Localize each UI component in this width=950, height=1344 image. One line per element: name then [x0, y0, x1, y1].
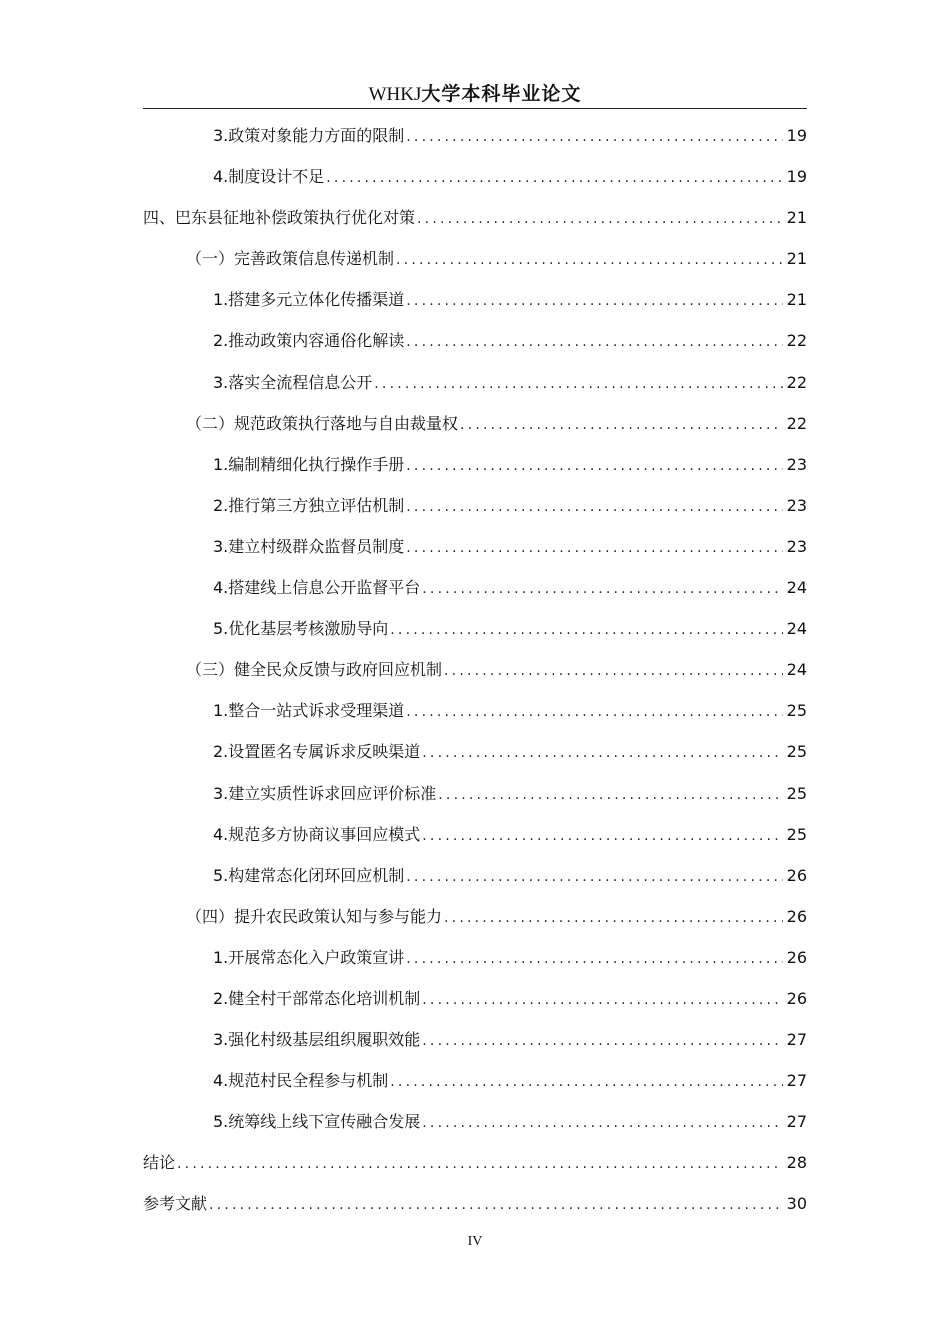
toc-entry-title: 1.整合一站式诉求受理渠道 [213, 701, 405, 721]
toc-entry[interactable] [143, 281, 807, 322]
toc-entry[interactable] [143, 158, 807, 199]
header-text: 大学本科毕业论文 [421, 83, 582, 105]
toc-dot-leader [406, 488, 782, 526]
toc-entry-page: 21 [786, 249, 807, 269]
toc-entry-title: 3.建立实质性诉求回应评价标准 [213, 783, 437, 803]
toc-entry-page: 22 [786, 372, 807, 392]
toc-dot-leader [406, 529, 782, 567]
toc-dot-leader [390, 611, 782, 649]
toc-entry[interactable] [143, 857, 807, 898]
toc-entry-title: 2.推行第三方独立评估机制 [213, 495, 405, 515]
toc-entry-page: 22 [786, 413, 807, 433]
toc-entry-title: （三）健全民众反馈与政府回应机制 [186, 660, 443, 680]
toc-entry-page: 24 [786, 660, 807, 680]
toc-entry-page: 23 [786, 536, 807, 556]
toc-dot-leader [422, 570, 782, 608]
toc-dot-leader [406, 323, 782, 361]
toc-dot-leader [422, 1022, 782, 1060]
toc-dot-leader [444, 652, 783, 690]
toc-entry-page: 27 [786, 1030, 807, 1050]
toc-entry-title: 3.建立村级群众监督员制度 [213, 536, 405, 556]
toc-entry-page: 19 [786, 126, 807, 145]
toc-entry[interactable] [143, 1021, 807, 1062]
toc-dot-leader [326, 159, 782, 197]
toc-dot-leader [438, 776, 782, 814]
toc-entry-title: 3.落实全流程信息公开 [213, 372, 373, 392]
toc-entry-page: 21 [786, 290, 807, 310]
toc-dot-leader [406, 693, 782, 731]
toc-dot-leader [396, 241, 783, 279]
toc-dot-leader [422, 1104, 782, 1142]
toc-entry-page: 25 [786, 824, 807, 844]
toc-entry[interactable] [143, 528, 807, 569]
toc-entry-page: 26 [786, 947, 807, 967]
toc-entry-page: 19 [786, 167, 807, 187]
toc-dot-leader [460, 406, 783, 444]
toc-entry-title: 3.强化村级基层组织履职效能 [213, 1030, 421, 1050]
toc-entry[interactable] [143, 651, 807, 692]
toc-entry[interactable] [143, 610, 807, 651]
toc-entry-title: 结论 [143, 1153, 176, 1173]
toc-entry[interactable] [143, 980, 807, 1021]
page-number: IV [467, 1234, 483, 1249]
toc-entry-title: 3.政策对象能力方面的限制 [213, 126, 405, 145]
toc-dot-leader [444, 899, 783, 937]
toc-entry-page: 24 [786, 578, 807, 598]
toc-entry-title: 1.编制精细化执行操作手册 [213, 454, 405, 474]
toc-entry[interactable] [143, 446, 807, 487]
toc-entry-page: 22 [786, 331, 807, 351]
toc-entry-page: 23 [786, 454, 807, 474]
toc-entry-title: （四）提升农民政策认知与参与能力 [186, 906, 443, 926]
toc-entry[interactable] [143, 405, 807, 446]
toc-dot-leader [209, 1186, 783, 1224]
toc-dot-leader [417, 200, 783, 238]
toc-entry-page: 25 [786, 701, 807, 721]
toc-entry[interactable] [143, 939, 807, 980]
toc-entry-page: 30 [786, 1194, 807, 1214]
toc-entry-page: 23 [786, 495, 807, 515]
toc-entry[interactable] [143, 199, 807, 240]
toc-entry[interactable] [143, 117, 807, 158]
toc-dot-leader [406, 282, 782, 320]
toc-entry-page: 26 [786, 865, 807, 885]
toc-entry[interactable] [143, 1062, 807, 1103]
toc-entry-page: 26 [786, 988, 807, 1008]
toc-entry[interactable] [143, 775, 807, 816]
toc-dot-leader [422, 981, 782, 1019]
toc-entry[interactable] [143, 487, 807, 528]
toc-entry-title: 5.构建常态化闭环回应机制 [213, 865, 405, 885]
toc-entry-title: 4.规范多方协商议事回应模式 [213, 824, 421, 844]
toc-entry-page: 25 [786, 783, 807, 803]
toc-entry[interactable] [143, 322, 807, 363]
toc-dot-leader [406, 858, 782, 896]
table-of-contents [143, 117, 807, 1227]
toc-entry-title: 4.搭建线上信息公开监督平台 [213, 578, 421, 598]
toc-entry-title: 1.搭建多元立体化传播渠道 [213, 290, 405, 310]
toc-entry-title: 5.优化基层考核激励导向 [213, 619, 389, 639]
toc-entry-title: 四、巴东县征地补偿政策执行优化对策 [143, 208, 416, 228]
toc-entry-page: 24 [786, 619, 807, 639]
toc-entry[interactable] [143, 692, 807, 733]
toc-entry-page: 27 [786, 1112, 807, 1132]
toc-entry[interactable] [143, 733, 807, 774]
toc-dot-leader [406, 447, 782, 485]
toc-entry-title: 4.规范村民全程参与机制 [213, 1071, 389, 1091]
toc-entry[interactable] [143, 364, 807, 405]
toc-entry[interactable] [143, 1185, 807, 1226]
page-header [143, 80, 807, 109]
header-title [369, 80, 582, 109]
toc-entry-title: 参考文献 [143, 1194, 208, 1214]
toc-entry-title: 2.健全村干部常态化培训机制 [213, 988, 421, 1008]
toc-entry-page: 25 [786, 742, 807, 762]
toc-dot-leader [406, 118, 782, 156]
toc-entry-title: 2.推动政策内容通俗化解读 [213, 331, 405, 351]
toc-entry-title: 4.制度设计不足 [213, 167, 325, 187]
toc-dot-leader [374, 365, 782, 403]
toc-entry-title: 5.统筹线上线下宣传融合发展 [213, 1112, 421, 1132]
header-code: WHKJ [368, 84, 422, 105]
toc-dot-leader [422, 817, 782, 855]
toc-entry-title: 1.开展常态化入户政策宣讲 [213, 947, 405, 967]
toc-entry[interactable] [143, 816, 807, 857]
toc-dot-leader [177, 1145, 783, 1183]
toc-dot-leader [406, 940, 782, 978]
toc-entry-title: （一）完善政策信息传递机制 [186, 249, 395, 269]
toc-entry-page: 28 [786, 1153, 807, 1173]
toc-entry-page: 26 [786, 906, 807, 926]
toc-entry-title: （二）规范政策执行落地与自由裁量权 [186, 413, 459, 433]
toc-entry-title: 2.设置匿名专属诉求反映渠道 [213, 742, 421, 762]
toc-entry[interactable] [143, 1103, 807, 1144]
toc-entry[interactable] [143, 1144, 807, 1185]
toc-entry[interactable] [143, 898, 807, 939]
toc-dot-leader [422, 734, 782, 772]
toc-dot-leader [390, 1063, 782, 1101]
toc-entry-page: 21 [786, 208, 807, 228]
toc-entry[interactable] [143, 569, 807, 610]
toc-entry-page: 27 [786, 1071, 807, 1091]
toc-entry[interactable] [143, 240, 807, 281]
